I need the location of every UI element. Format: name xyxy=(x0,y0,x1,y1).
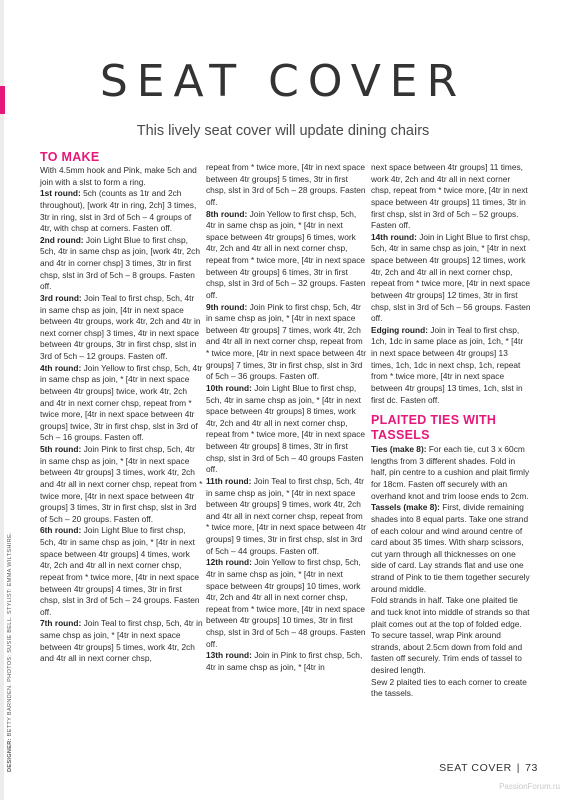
instruction-text: repeat from * twice more, [4tr in next space between 4tr groups] 5 times, 3tr in first chsp, slst in 3rd of 5ch – 28 groups. Fasten off. xyxy=(206,162,366,207)
instruction-text: Join in Teal to first chsp, 1ch, 1dc in same place as join, 1ch, * [4tr in next space between 4tr groups] 13 times, 1ch, 1dc in next chsp, 1ch, repeat from * twice more, [4tr in next space between 4tr groups] 13 times, 1ch, slst in first dc. Fasten off. xyxy=(371,324,524,405)
instruction-paragraph xyxy=(371,595,531,676)
instruction-lead: 4th round: xyxy=(40,362,82,373)
instruction-text: Join Light Blue to first chsp, 5ch, 4tr in same chsp as join, * [4tr in next space between 4tr groups] 8 times, work 4tr, 2ch and 4tr all in next corner chsp, repeat from * twice more, [4tr in next space between 4tr groups] 8 times, 3tr in first chsp, slst in 3rd of 5ch – 40 groups Fasten off. xyxy=(206,382,366,475)
to-make-heading: TO MAKE xyxy=(40,150,100,164)
instruction-text: Join in Pink to first chsp, 5ch, 4tr in same chsp as join, * [4tr in xyxy=(206,650,363,672)
credits-label: DESIGNER: xyxy=(7,738,13,772)
instruction-text: With 4.5mm hook and Pink, make 5ch and join with a slst to form a ring. xyxy=(40,165,197,187)
instructions-column-3 xyxy=(371,162,531,406)
instruction-text: next space between 4tr groups] 11 times, work 4tr, 2ch and 4tr all in next corner chsp, repeat from * twice more, [4tr in next space between 4tr groups] 11 times, 3tr in first chsp, slst in 3rd of 5ch – 52 groups. Fasten off. xyxy=(371,162,528,231)
instructions-column-1 xyxy=(40,165,203,665)
page-number: 73 xyxy=(525,762,538,774)
instruction-paragraph xyxy=(371,502,531,595)
instruction-lead: Ties (make 8): xyxy=(371,444,427,455)
instruction-text: Join Yellow to first chsp, 5ch, 4tr in same chsp as join, * [4tr in next space between 4tr groups] twice, work 4tr, 2ch and 4tr in next corner chsp, repeat from * twice more, [4tr in next space between 4tr groups] twice, 3tr in first chsp, slst in 3rd of 5ch – 16 groups. Fasten off. xyxy=(40,362,203,443)
instruction-lead: 12th round: xyxy=(206,557,252,568)
instruction-lead: 5th round: xyxy=(40,444,82,454)
instruction-paragraph xyxy=(40,165,203,188)
plaited-ties-instructions xyxy=(371,444,531,700)
instruction-paragraph xyxy=(206,162,366,209)
instruction-lead: 3rd round: xyxy=(40,292,82,303)
instruction-text: Join Pink to first chsp, 5ch, 4tr in same chsp as join, * [4tr in next space between 4tr groups] 3 times, work 4tr, 2ch and 4tr all in next corner chsp, repeat from * twice more, [4tr in next space between 4tr groups] 3 times, 3tr in first chsp, slst in 3rd of 5ch – 20 groups. Fasten off. xyxy=(40,444,203,524)
instruction-text: For each tie, cut 3 x 60cm lengths from 3 different shades. Fold in half, pin centre to a cushion and plait firmly for 18cm. Fasten off securely with an overhand knot and trim loose ends to 2cm. xyxy=(371,444,530,501)
instruction-paragraph xyxy=(371,677,531,700)
instruction-paragraph xyxy=(40,235,203,293)
credits-text: BETTY BARNDEN. PHOTOS: SUSIE BELL. STYLIST: EMMA WILTSHIRE. xyxy=(7,532,13,737)
instruction-paragraph xyxy=(206,383,366,476)
instruction-paragraph xyxy=(206,476,366,557)
instruction-lead: 6th round: xyxy=(40,525,82,536)
instruction-paragraph xyxy=(206,557,366,650)
footer-separator: | xyxy=(516,762,521,774)
plaited-ties-heading: PLAITED TIES WITH TASSELS xyxy=(371,413,497,443)
instruction-paragraph xyxy=(371,325,531,406)
instruction-paragraph xyxy=(206,209,366,302)
instruction-paragraph xyxy=(40,525,203,618)
instruction-lead: 10th round: xyxy=(206,382,252,393)
instruction-text: Join Teal to first chsp, 5ch, 4tr in same chsp as join, [4tr in next space between 4tr groups, work 4tr, 2ch and 4tr in next corner chsp] 3 times, 4tr in next space between 4tr groups, 3tr in first chsp, slst in 3rd of 5ch – 12 groups. Fasten off. xyxy=(40,292,201,361)
instruction-paragraph xyxy=(40,444,203,525)
instruction-lead: 8th round: xyxy=(206,208,248,219)
instruction-text: Join Yellow to first chsp, 5ch, 4tr in same chsp as join, * [4tr in next space between 4tr groups] 10 times, work 4tr, 2ch and 4tr all in next corner chsp, repeat from * twice more, [4tr in next space between 4tr groups] 10 times, 3tr in first chsp, slst in 3rd of 5ch – 48 groups. Fasten off. xyxy=(206,557,366,649)
instruction-text: Join Teal to first chsp, 5ch, 4tr in same chsp as join, * [4tr in next space between 4tr groups] 9 times, work 4tr, 2ch and 4tr all in next corner chsp, repeat from * twice more, [4tr in next space between 4tr groups] 9 times, 3tr in first chsp, slst in 3rd of 5ch – 44 groups. Fasten off. xyxy=(206,475,366,556)
instruction-paragraph xyxy=(371,162,531,232)
instruction-paragraph xyxy=(40,363,203,444)
instruction-text: 5ch (counts as 1tr and 2ch throughout), [work 4tr in ring, 2ch] 3 times, 3tr in ring, slst in 3rd of 5ch – 4 groups of 4tr, with chsp at corners. Fasten off. xyxy=(40,188,197,234)
instruction-paragraph xyxy=(371,444,531,502)
photo-credits xyxy=(7,532,13,772)
instruction-text: Join Pink to first chsp, 5ch, 4tr in same chsp as join, * [4tr in next space between 4tr groups] 7 times, work 4tr, 2ch and 4tr all in next corner chsp, repeat from * twice more, [4tr in next space between 4tr groups] 7 times, 3tr in first chsp, slst in 3rd of 5ch – 36 groups. Fasten off. xyxy=(206,301,366,382)
instruction-text: Join Yellow to first chsp, 5ch, 4tr in same chsp as join, * [4tr in next space between 4tr groups] 6 times, work 4tr, 2ch and 4tr all in next corner chsp, repeat from * twice more, [4tr in next space between 4tr groups] 6 times, 3tr in first chsp, slst in 3rd of 5ch – 32 groups. Fasten off. xyxy=(206,208,366,300)
column-1 xyxy=(40,150,203,665)
instruction-text: Fold strands in half. Take one plaited tie and tuck knot into middle of strands so that plait comes out at the top of folded edge. To secure tassel, wrap Pink around strands, about 2.5cm down from fold and fasten off securely. Trim ends of tassel to desired length. xyxy=(371,595,530,675)
instruction-lead: 14th round: xyxy=(371,231,417,242)
page-subtitle: This lively seat cover will update dining chairs xyxy=(136,123,430,139)
instruction-lead: 11th round: xyxy=(206,475,252,486)
column-3 xyxy=(371,162,531,700)
instruction-text: Join Light Blue to first chsp, 5ch, 4tr in same chsp as join, [work 4tr, 2ch and 4tr in corner chsp] 3 times, 3tr in first chsp, slst in 3rd of 5ch – 8 groups. Fasten off. xyxy=(40,234,200,292)
column-2 xyxy=(206,162,366,674)
watermark: PassionForum.ru xyxy=(499,782,560,791)
instruction-paragraph xyxy=(371,232,531,325)
instruction-text: Join in Light Blue to first chsp, 5ch, 4tr in same chsp as join, * [4tr in next space between 4tr groups] 12 times, work 4tr, 2ch and 4tr all in next corner chsp, repeat from * twice more, [4tr in next space between 4tr groups] 12 times, 3tr in first chsp, slst in 3rd of 5ch – 56 groups. Fasten off. xyxy=(371,231,531,324)
instruction-text: Sew 2 plaited ties to each corner to create the tassels. xyxy=(371,676,527,699)
page-edge xyxy=(0,0,4,800)
instruction-lead: 13th round: xyxy=(206,650,252,661)
instruction-lead: Edging round: xyxy=(371,324,429,335)
instruction-lead: Tassels (make 8): xyxy=(371,502,440,513)
footer-section-name: SEAT COVER xyxy=(439,762,512,774)
instruction-paragraph xyxy=(206,650,366,673)
instruction-text: First, divide remaining shades into 8 equal parts. Take one strand of each colour and wind around centre of card about 35 times. With sharp scissors, cut yarn through all thicknesses on one side of card. Lay strands flat and use one strand of Pink to tie them together securely around middle. xyxy=(371,502,530,594)
instructions-column-2 xyxy=(206,162,366,674)
instruction-paragraph xyxy=(206,302,366,383)
page-title: SEAT COVER xyxy=(99,56,467,107)
instruction-text: Join Teal to first chsp, 5ch, 4tr in same chsp as join, * [4tr in next space between 4tr groups] 5 times, work 4tr, 2ch and 4tr all in next corner chsp, xyxy=(40,618,203,664)
instruction-lead: 2nd round: xyxy=(40,234,84,245)
instruction-lead: 9th round: xyxy=(206,301,248,312)
instruction-paragraph xyxy=(40,188,203,235)
instruction-lead: 1st round: xyxy=(40,188,81,199)
page-footer xyxy=(439,762,538,774)
instruction-paragraph xyxy=(40,618,203,665)
instruction-paragraph xyxy=(40,293,203,363)
instruction-lead: 7th round: xyxy=(40,618,82,629)
instruction-text: Join Light Blue to first chsp, 5ch, 4tr in same chsp as join, * [4tr in next space between 4tr groups] 4 times, work 4tr, 2ch and 4tr all in next corner chsp, repeat from * twice more, [4tr in next space between 4tr groups] 4 times, 3tr in first chsp, slst in 3rd of 5ch – 24 groups. Fasten off. xyxy=(40,525,200,617)
